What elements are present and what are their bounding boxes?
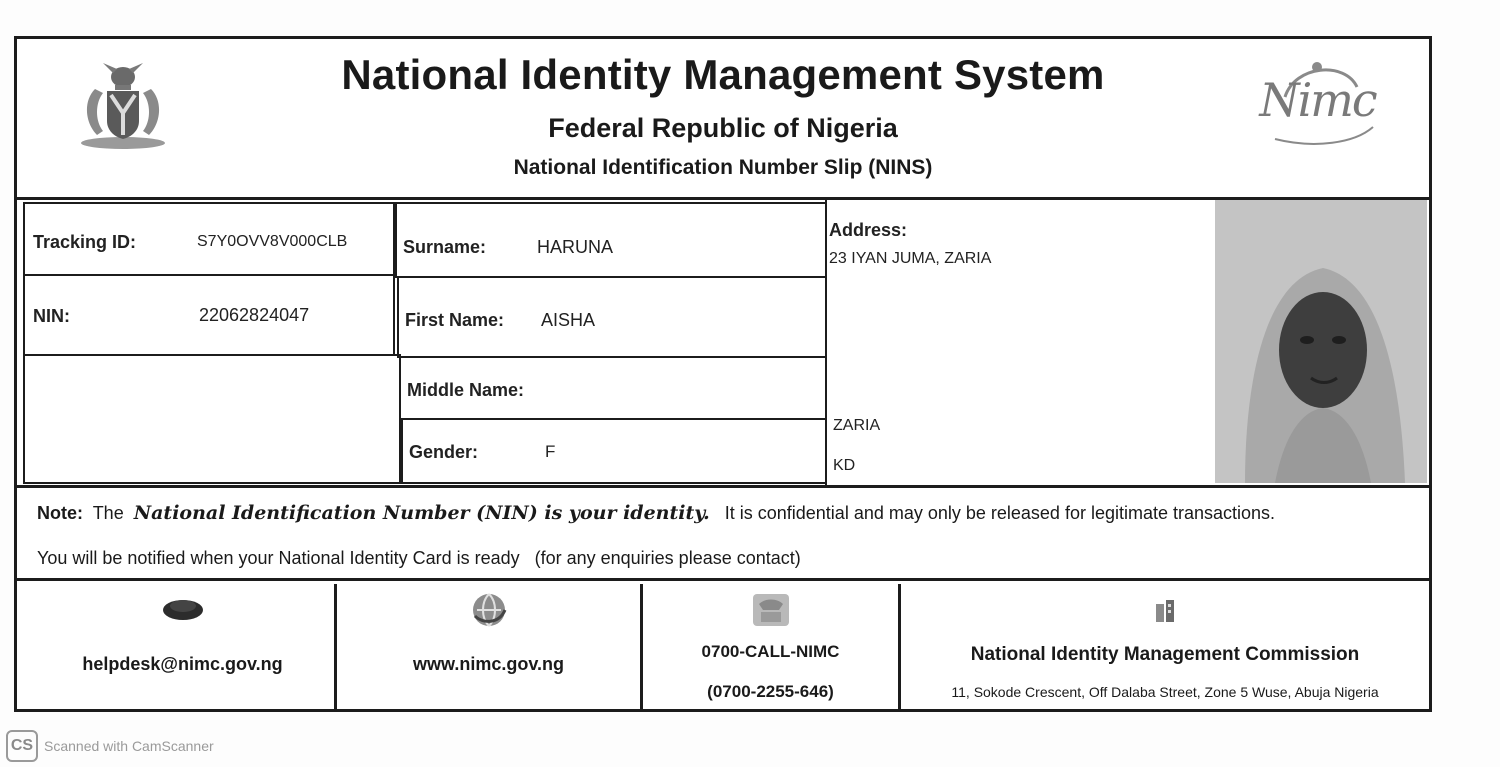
- address-line: 23 IYAN JUMA, ZARIA: [829, 250, 992, 267]
- footer-org-name: National Identity Management Commission: [970, 644, 1360, 665]
- address-state: KD: [833, 457, 856, 474]
- middle-name-label: Middle Name:: [407, 380, 525, 400]
- note-line-2: You will be notified when your National Identity Card is ready (for any enquiries please contact): [37, 548, 801, 568]
- surname-label: Surname:: [403, 237, 487, 257]
- note-rest: It is confidential and may only be released for legitimate transactions.: [724, 503, 1276, 523]
- blank-cell: [23, 354, 401, 484]
- footer-email-cell: [31, 584, 337, 712]
- tracking-id-label: Tracking ID:: [33, 232, 137, 252]
- note-emphasis: National Identification Number (NIN) is your identity.: [133, 502, 710, 524]
- slip-main-title: National Identity Management System: [341, 51, 1105, 98]
- building-icon: [1154, 598, 1176, 624]
- footer-website[interactable]: www.nimc.gov.ng: [412, 654, 564, 674]
- first-name-value: AISHA: [541, 310, 596, 330]
- surname-value: HARUNA: [537, 237, 614, 257]
- footer-org-cell: [901, 584, 1429, 712]
- tracking-id-value: S7Y0OVV8V000CLB: [197, 233, 348, 250]
- slip-subtitle: Federal Republic of Nigeria: [548, 113, 898, 143]
- address-label: Address:: [829, 220, 908, 240]
- footer-phone-cell: [643, 584, 901, 712]
- address-cell: [825, 200, 1215, 485]
- nin-cell: [23, 274, 395, 356]
- footer-phone-1[interactable]: 0700-CALL-NIMC: [701, 642, 840, 661]
- nin-label: NIN:: [33, 306, 70, 326]
- camscanner-badge: CS: [6, 730, 38, 762]
- gender-label: Gender:: [409, 442, 479, 462]
- gender-cell: [401, 418, 827, 484]
- footer-website-cell: [337, 584, 643, 712]
- phone-icon: [751, 592, 791, 628]
- note-section: [17, 485, 1429, 581]
- nimc-logo-text: Nimc: [1259, 73, 1376, 127]
- nimc-logo: [1255, 57, 1380, 147]
- footer-email[interactable]: helpdesk@nimc.gov.ng: [82, 654, 283, 674]
- surname-cell: [395, 202, 827, 278]
- globe-icon: [469, 590, 509, 630]
- note-line-1: [37, 502, 1275, 524]
- middle-name-cell: [399, 356, 827, 420]
- slip-header: [17, 39, 1429, 200]
- holder-photo: [1215, 200, 1427, 483]
- note-label: Note:: [37, 503, 83, 523]
- note-pre: The: [92, 503, 124, 523]
- camscanner-text: Scanned with CamScanner: [44, 738, 214, 754]
- mail-icon: [162, 596, 204, 622]
- footer-phone-2[interactable]: (0700-2255-646): [707, 682, 834, 701]
- slip-type-title: National Identification Number Slip (NINS): [513, 156, 933, 179]
- first-name-label: First Name:: [405, 310, 505, 330]
- footer-org-address: 11, Sokode Crescent, Off Dalaba Street, Zone 5 Wuse, Abuja Nigeria: [951, 684, 1379, 700]
- address-town: ZARIA: [833, 417, 881, 434]
- gender-value: F: [545, 442, 556, 461]
- first-name-cell: [397, 276, 827, 358]
- nin-value: 22062824047: [199, 305, 310, 325]
- tracking-id-cell: [23, 202, 395, 276]
- nin-slip: [14, 36, 1432, 712]
